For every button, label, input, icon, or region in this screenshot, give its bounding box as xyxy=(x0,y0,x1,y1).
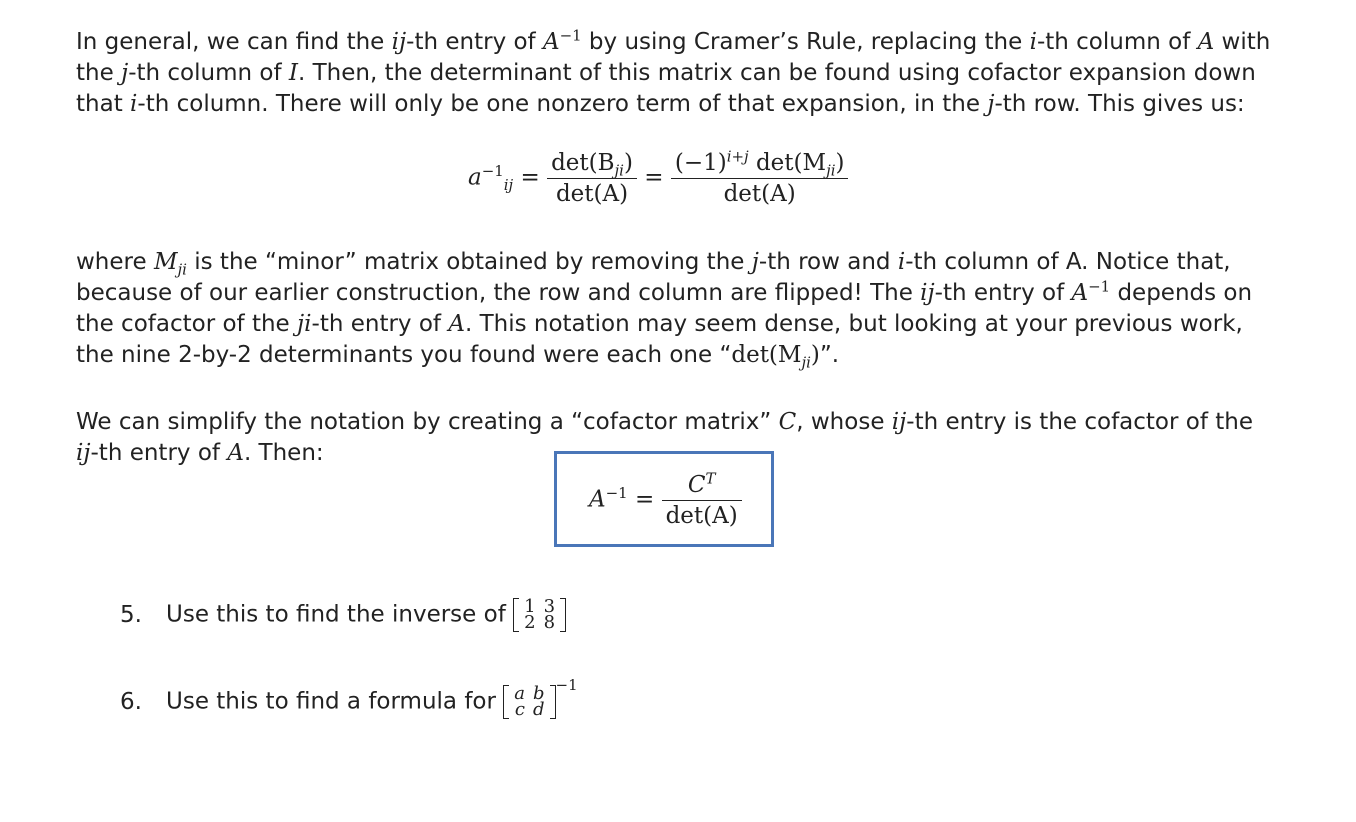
question-6: 6. Use this to find a formula for a b c d $^{-1}$ xyxy=(120,675,578,720)
fraction-cofactor-over-det-a: $\frac{(-1)^{i+j} \det(M_{ji})}{\det(A)}$ xyxy=(671,150,849,207)
paragraph-cofactor-matrix: We can simplify the notation by creating a “cofactor matrix” C, whose ij-th entry is the cofactor of the ij-th entry of A. Then: xyxy=(76,409,1253,466)
matrix-a-b-c-d: a b c d xyxy=(503,686,555,718)
fraction-ct-over-det-a: $\frac{C^T}{\det(A)}$ xyxy=(662,472,742,529)
paragraph-cramers-rule: In general, we can find the ij-th entry of $A^{-1}$ by using Cramer’s Rule, replacing the i-th column of A with the j-th column of I. Then, the determinant of this matrix can be found using cofactor expansion down that i-th column. There will only be one nonzero term of that expansion, in the j-th row. This gives us: xyxy=(76,26,1271,117)
inverse-superscript: −1 xyxy=(555,675,578,694)
question-5: 5. Use this to find the inverse of 1 3 2 8 xyxy=(120,599,566,631)
inverse-formula-equation: $A^{-1}$ = $\frac{C^T}{\det(A)}$ xyxy=(589,472,742,529)
matrix-1-3-2-8: 1 3 2 8 xyxy=(513,599,566,631)
fraction-det-b-over-det-a: $\frac{\det(B_{ji})}{\det(A)}$ xyxy=(547,150,637,207)
boxed-inverse-formula xyxy=(554,451,774,547)
paragraph-minor-matrix: where $M_{ji}$ is the “minor” matrix obtained by removing the j-th row and i-th column of A. Notice that, because of our earlier construction, the row and column are flipped! The ij-th entry of $A^{-1}$ depends on the cofactor of the ji-th entry of A. This notation may seem dense, but looking at your previous work, the nine 2-by-2 determinants you found were each one “$\det(M_{ji})$”. xyxy=(76,249,1253,372)
inverse-entry-equation: $a^{-1}_{ij}$ = $\frac{\det(B_{ji})}{\det(A)}$ = $\frac{(-1)^{i+j} \det(M_{ji})}{\det(A)}$ xyxy=(468,150,848,207)
